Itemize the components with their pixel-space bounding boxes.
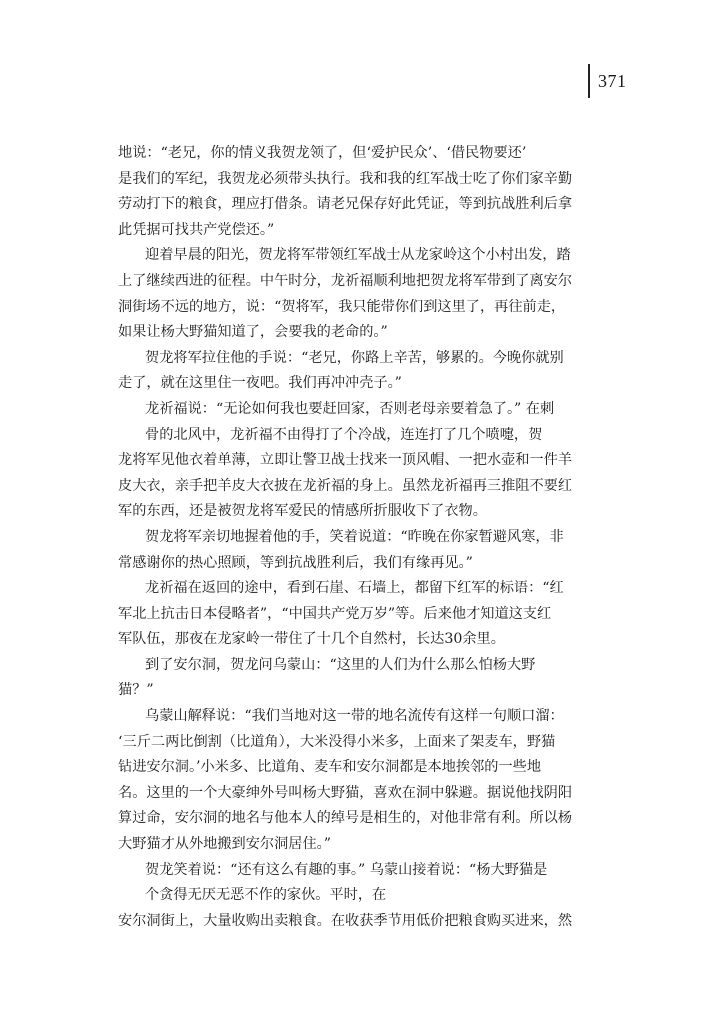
text-line: 龙祈福说：“无论如何我也要赶回家，否则老母亲要着急了。” 在刺 xyxy=(145,400,555,417)
text-line: 到了安尔洞，贺龙问乌蒙山：“这里的人们为什么那么怕杨大野 xyxy=(145,656,536,673)
text-line: 贺龙笑着说：“还有这么有趣的事。” 乌蒙山接着说：“杨大野猫是 xyxy=(145,861,548,878)
text-line: 劳动打下的粮食，理应打借条。请老兄保存好此凭证，等到抗战胜利后拿 xyxy=(118,196,573,213)
text-line: 骨的北风中，龙祈福不由得打了个冷战，连连打了几个喷嚏，贺 xyxy=(145,426,543,443)
page-number: 371 xyxy=(598,70,627,91)
text-line: 皮大衣，亲手把羊皮大衣披在龙祈福的身上。虽然龙祈福再三推阻不要红 xyxy=(118,477,573,494)
text-line: 如果让杨大野猫知道了，会要我的老命的。” xyxy=(118,324,388,341)
text-line: 安尔洞街上，大量收购出卖粮食。在收获季节用低价把粮食购买进来，然 xyxy=(118,912,573,929)
text-line: 贺龙将军拉住他的手说：“老兄，你路上辛苦，够累的。今晚你就别 xyxy=(145,349,564,366)
page-header xyxy=(588,61,627,101)
text-line: 个贪得无厌无恶不作的家伙。平时，在 xyxy=(145,887,387,904)
text-line: 贺龙将军亲切地握着他的手，笑着说道：“昨晚在你家暂避风寒，非 xyxy=(145,528,564,545)
text-line: 军队伍，那夜在龙家岭一带住了十几个自然村，长达30余里。 xyxy=(118,631,505,648)
text-line: 常感谢你的热心照顾，等到抗战胜利后，我们有缘再见。” xyxy=(118,554,473,571)
text-line: 迎着早晨的阳光，贺龙将军带领红军战士从龙家岭这个小村出发，踏 xyxy=(145,247,571,264)
text-line: 军北上抗击日本侵略者”，“中国共产党万岁”等。后来他才知道这支红 xyxy=(118,605,552,622)
text-line: 算过命，安尔洞的地名与他本人的绰号是相生的，对他非常有利。所以杨 xyxy=(118,810,573,827)
text-line: 地说：“老兄，你的情义我贺龙领了，但‘爱护民众’、‘借民物要还’ xyxy=(118,145,527,161)
body-text xyxy=(118,141,638,934)
text-line: 大野猫才从外地搬到安尔洞居住。” xyxy=(118,836,331,853)
text-line: 洞街场不远的地方，说：“贺将军，我只能带你们到这里了，再往前走， xyxy=(118,298,566,315)
text-line: 军的东西，还是被贺龙将军爱民的情感所折服收下了衣物。 xyxy=(118,503,487,520)
text-line: 是我们的军纪，我贺龙必须带头执行。我和我的红军战士吃了你们家辛勤 xyxy=(118,170,573,187)
text-line: 龙祈福在返回的途中，看到石崖、石墙上，都留下红军的标语：“红 xyxy=(145,580,564,597)
text-line: 名。这里的一个大豪绅外号叫杨大野猫，喜欢在洞中躲避。据说他找阴阳 xyxy=(118,784,573,801)
text-line: 猫？” xyxy=(118,682,154,699)
text-line: ‘三斤二两比倒割（比道角），大米没得小米多，上面来了架麦车，野猫 xyxy=(118,733,556,750)
text-line: 此凭据可找共产党偿还。” xyxy=(118,221,275,238)
text-line: 乌蒙山解释说：“我们当地对这一带的地名流传有这样一句顺口溜： xyxy=(145,708,564,725)
text-line: 龙将军见他衣着单薄，立即让警卫战士找来一顶风帽、一把水壶和一件羊 xyxy=(118,452,573,469)
header-rule xyxy=(588,64,590,98)
text-line: 走了，就在这里住一夜吧。我们再冲冲壳子。” xyxy=(118,375,402,392)
text-line: 钻进安尔洞。’小米多、比道角、麦车和安尔洞都是本地挨邻的一些地 xyxy=(118,759,542,776)
text-line: 上了继续西进的征程。中午时分，龙祈福顺利地把贺龙将军带到了离安尔 xyxy=(118,272,573,289)
